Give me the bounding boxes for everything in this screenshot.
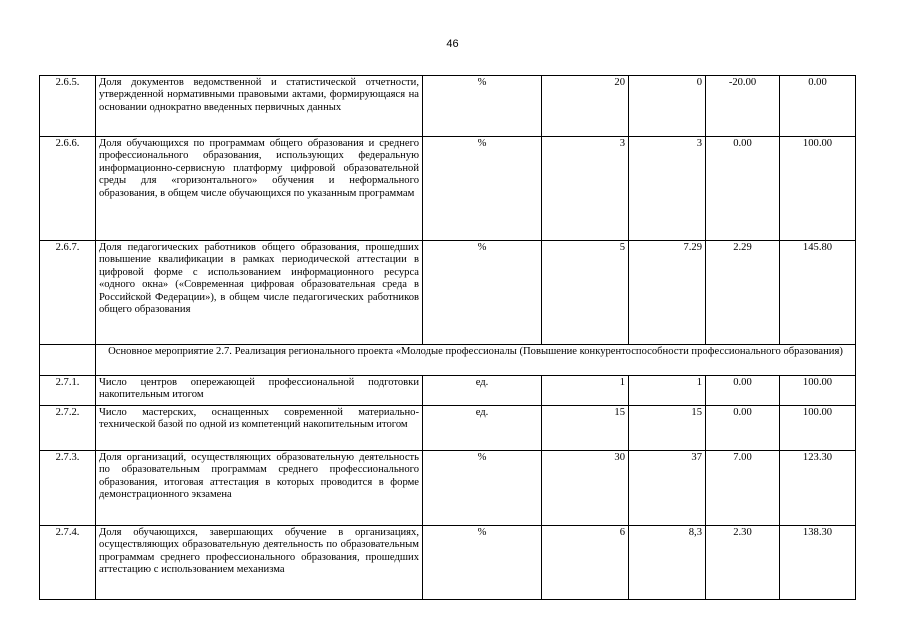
- percent-value: 145.80: [780, 241, 856, 345]
- indicator-description: Доля педагогических работников общего образования, прошедших повышение квалификации в рамках периодической аттестации в цифровой форме с использованием информационного ресурса «одного окна» («Современная цифровая образовательная среда в Российской Федерации»), в общем числе педагогических работников общего образования: [96, 241, 423, 345]
- deviation-value: 0.00: [706, 137, 780, 241]
- table-row: [40, 406, 856, 451]
- percent-value: 123.30: [780, 451, 856, 526]
- unit-cell: ед.: [423, 376, 542, 406]
- section-number-empty: [40, 345, 96, 376]
- table-row: [40, 376, 856, 406]
- row-number: 2.6.7.: [40, 241, 96, 345]
- indicator-description: Число мастерских, оснащенных современной материально-технической базой по одной из компетенций накопительным итогом: [96, 406, 423, 451]
- unit-cell: %: [423, 451, 542, 526]
- fact-value: 3: [629, 137, 706, 241]
- row-number: 2.7.1.: [40, 376, 96, 406]
- plan-value: 15: [542, 406, 629, 451]
- fact-value: 1: [629, 376, 706, 406]
- row-number: 2.7.4.: [40, 526, 96, 600]
- percent-value: 100.00: [780, 376, 856, 406]
- indicators-table: [39, 75, 856, 600]
- fact-value: 37: [629, 451, 706, 526]
- deviation-value: 0.00: [706, 376, 780, 406]
- row-number: 2.7.3.: [40, 451, 96, 526]
- deviation-value: 7.00: [706, 451, 780, 526]
- row-number: 2.6.6.: [40, 137, 96, 241]
- table-row: [40, 241, 856, 345]
- unit-cell: ед.: [423, 406, 542, 451]
- section-title: Основное мероприятие 2.7. Реализация регионального проекта «Молодые профессионалы (Повышение конкурентоспособности профессионального образования): [96, 345, 856, 376]
- percent-value: 138.30: [780, 526, 856, 600]
- unit-cell: %: [423, 137, 542, 241]
- unit-cell: %: [423, 526, 542, 600]
- fact-value: 15: [629, 406, 706, 451]
- deviation-value: 2.30: [706, 526, 780, 600]
- plan-value: 3: [542, 137, 629, 241]
- plan-value: 5: [542, 241, 629, 345]
- plan-value: 6: [542, 526, 629, 600]
- deviation-value: -20.00: [706, 76, 780, 137]
- table-row: [40, 451, 856, 526]
- row-number: 2.7.2.: [40, 406, 96, 451]
- plan-value: 30: [542, 451, 629, 526]
- deviation-value: 0.00: [706, 406, 780, 451]
- percent-value: 100.00: [780, 137, 856, 241]
- percent-value: 100.00: [780, 406, 856, 451]
- table-row: [40, 137, 856, 241]
- percent-value: 0.00: [780, 76, 856, 137]
- unit-cell: %: [423, 76, 542, 137]
- table-row: [40, 526, 856, 600]
- section-row: [40, 345, 856, 376]
- fact-value: 7.29: [629, 241, 706, 345]
- table-row: [40, 76, 856, 137]
- fact-value: 0: [629, 76, 706, 137]
- deviation-value: 2.29: [706, 241, 780, 345]
- plan-value: 20: [542, 76, 629, 137]
- fact-value: 8,3: [629, 526, 706, 600]
- indicator-description: Доля организаций, осуществляющих образовательную деятельность по образовательным программам среднего профессионального образования, итоговая аттестация в которых проводится в форме демонстрационного экзамена: [96, 451, 423, 526]
- plan-value: 1: [542, 376, 629, 406]
- indicator-description: Доля документов ведомственной и статистической отчетности, утвержденной нормативными правовыми актами, формирующаяся на основании однократно введенных первичных данных: [96, 76, 423, 137]
- indicator-description: Доля обучающихся, завершающих обучение в организациях, осуществляющих образовательную деятельность по образовательным программам среднего профессионального образования, прошедших аттестацию с использованием механизма: [96, 526, 423, 600]
- indicator-description: Доля обучающихся по программам общего образования и среднего профессионального образования, использующих федеральную информационно-сервисную платформу цифровой образовательной среды для «горизонтального» обучения и неформального образования, в общем числе обучающихся по указанным программам: [96, 137, 423, 241]
- page-number: 46: [446, 38, 459, 50]
- unit-cell: %: [423, 241, 542, 345]
- indicator-description: Число центров опережающей профессиональной подготовки накопительным итогом: [96, 376, 423, 406]
- row-number: 2.6.5.: [40, 76, 96, 137]
